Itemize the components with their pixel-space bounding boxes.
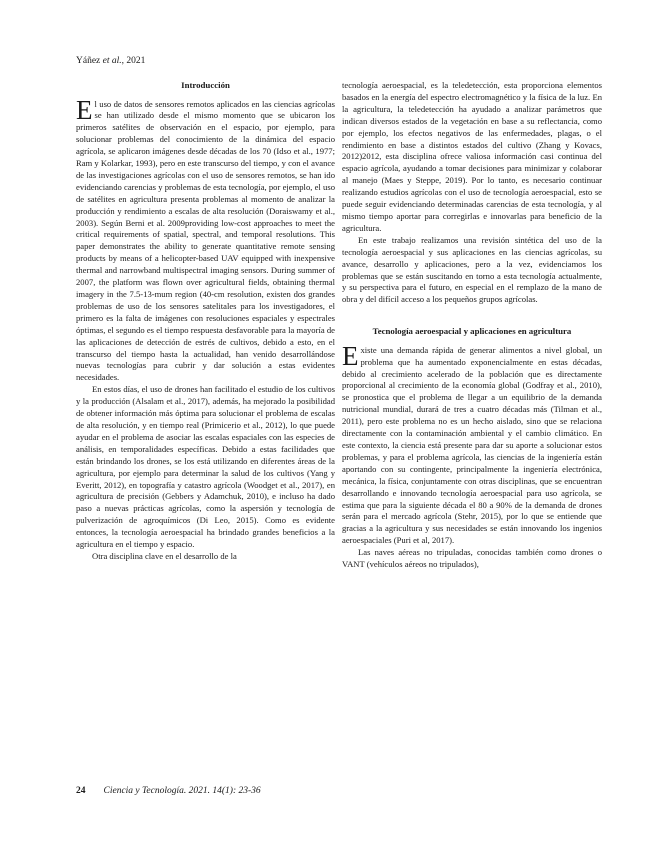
right-column — [342, 80, 602, 571]
header-author: Yáñez — [76, 56, 101, 66]
page-number: 24 — [76, 786, 86, 796]
page-footer — [76, 786, 261, 796]
left-column — [76, 80, 335, 563]
intro-paragraph-1-text: l uso de datos de sensores remotos aplicados en las ciencias agrícolas se han utilizado desde el mismo momento que se ubicaron los primeros satélites de observación en el espacio, por ejemplo, para solucionar problemas del conocimiento de la dinámica del espacio agrícola, se aplicaron imágenes desde décadas de los 70 (Idso et al., 1977; Ram y Kolarkar, 1993), pero en este transcurso del tiempo, y con el avance de las investigaciones agrícolas con el uso de sensores remotos, se han ido evidenciando carencias y problemas de esta tecnología, por ejemplo, el uso de satélites en agricultura presenta problemas al momento de analizar la producción y rendimiento a escalas de alta resolución (Doraiswamy et al., 2003). Según Berni et al. 2009providing low-cost approaches to meet the critical requirements of spatial, spectral, and temporal resolutions. This paper demonstrates the ability to generate quantitative remote sensing products by means of a helicopter-based UAV equipped with inexpensive thermal and narrowband multispectral imaging sensors. During summer of 2007, the platform was flown over agricultural fields, obtaining thermal imagery in the 7.5-13-mum region (40-cm resolution, existen dos grandes problemas de uso de los sensores satelitales para los investigadores, el primero es la falta de imágenes con resoluciones espaciales y espectrales óptimas, el segundo es el tiempo respuesta desfavorable para la mayoría de las aplicaciones de detección de estrés de cultivos, debido a esto, en el transcurso del tiempo hasta la actualidad, han venido desarrollándose nuevas tecnologías para cubrir y dar solución a estas evidentes necesidades. — [76, 98, 335, 383]
journal-citation: Ciencia y Tecnología. 2021. 14(1): 23-36 — [103, 786, 261, 796]
intro-paragraph-3: Otra disciplina clave en el desarrollo de la — [92, 550, 237, 561]
section-paragraph-1-text: xiste una demanda rápida de generar alimentos a nivel global, un problema que ha aumentado exponencialmente en estas décadas, debido al crecimiento acelerado de la población que es directamente proporcional al crecimiento de la economía global (Godfray et al., 2010), se pronostica que el problema de llegar a un equilibrio de la demanda nutricional mundial, durará de tres a cuatro décadas más (Tilman et al., 2011), pero este problema no es un hecho aislado, sino que se relaciona directamente con la contaminación ambiental y el cambio climático. En este contexto, la ciencia está presente para dar su aporte a solucionar estos problemas, y para el problema agrícola, las ciencias de la ingeniería están aportando con su contingente, principalmente la ingeniería electrónica, mecánica, la física, conjuntamente con otras disciplinas, que se encuentran desarrollando e innovando tecnología aeroespacial para uso agrícola, se estima que para la siguiente década el 80 a 90% de la demanda de drones serán para el mercado agrícola (Stehr, 2015), por lo que se entiende que gracias a la agricultura y sus necesidades se están innovando los ingenios aeroespaciales (Puri et al, 2017). — [342, 344, 602, 546]
intro-paragraph-1 — [76, 94, 335, 385]
right-paragraph-1: tecnología aeroespacial, es la teledetección, esta proporciona elementos basados en la energía del espectro electromagnético y la física de la luz. En la agricultura, la teledetección ha ayudado a analizar parámetros que indican diversos estados de la vegetación en base a su reflectancia, como por ejemplo, los efectos negativos de las enfermedades, plagas, o el rendimiento en base a distintos estados del cultivo (Zhang y Kovacs, 2012)2012, esta disciplina ofrece valiosa información casi continua del espacio agrícola, ayudando a tomar decisiones para minimizar y colaborar al manejo (Maes y Steppe, 2019). Por lo tanto, es necesario continuar realizando estudios agrícolas con el uso de tecnología aeroespacial, esto se puede seguir evidenciando determinadas carencias de esta tecnología, y al mismo tiempo aportar para corregirlas e innovarlas para beneficio de la agricultura. — [342, 80, 602, 233]
running-header — [76, 56, 145, 66]
section-paragraph-1 — [342, 340, 602, 547]
header-year: , 2021 — [121, 56, 146, 66]
section-paragraph-2: Las naves aéreas no tripuladas, conocidas también como drones o VANT (vehículos aéreos no tripulados), — [342, 547, 602, 570]
dropcap-letter: E — [76, 94, 93, 125]
right-paragraph-2: En este trabajo realizamos una revisión sintética del uso de la tecnología aeroespacial y sus aplicaciones en las ciencias agrícolas, su avance, desarrollo y aplicaciones, pero a la vez, evidenciamos los problemas que se están suscitando en torno a esta tecnología actualmente, y su perspectiva para el futuro, en especial en el remplazo de la mano de obra y del difícil acceso a los pequeños grupos agrícolas. — [342, 234, 602, 305]
dropcap-letter: E — [342, 340, 359, 371]
section-heading: Tecnología aeroespacial y aplicaciones en agricultura — [372, 326, 572, 337]
intro-paragraph-2: En estos días, el uso de drones han facilitado el estudio de los cultivos y la producción (Alsalam et al., 2017), además, ha mejorado la posibilidad de obtener información más óptima para solucionar el problema de escalas de alta resolución, y en tiempo real (Primicerio et al., 2012), lo que puede ayudar en el problema de asociar las escalas espaciales con las especies de análisis, en temporalidades específicas. Debido a estas facilidades que están brindando los drones, se los está utilizando en diferentes áreas de la agricultura, por ejemplo para determinar la salud de los cultivos (Yang y Everitt, 2012), en topografía y catastro agrícola (Woodget et al., 2017), en agricultura de precisión (Gebbers y Adamchuk, 2010), e incluso ha dado paso a nuevas prácticas agrícolas, como la aspersión y tecnología de pulverización de agroquímicos (Di Leo, 2015). Como es evidente entonces, la tecnología aeroespacial ha brindado grandes beneficios a la agricultura en el tiempo y espacio. — [76, 384, 335, 550]
header-etal: et al. — [102, 56, 122, 66]
intro-heading: Introducción — [181, 80, 230, 90]
